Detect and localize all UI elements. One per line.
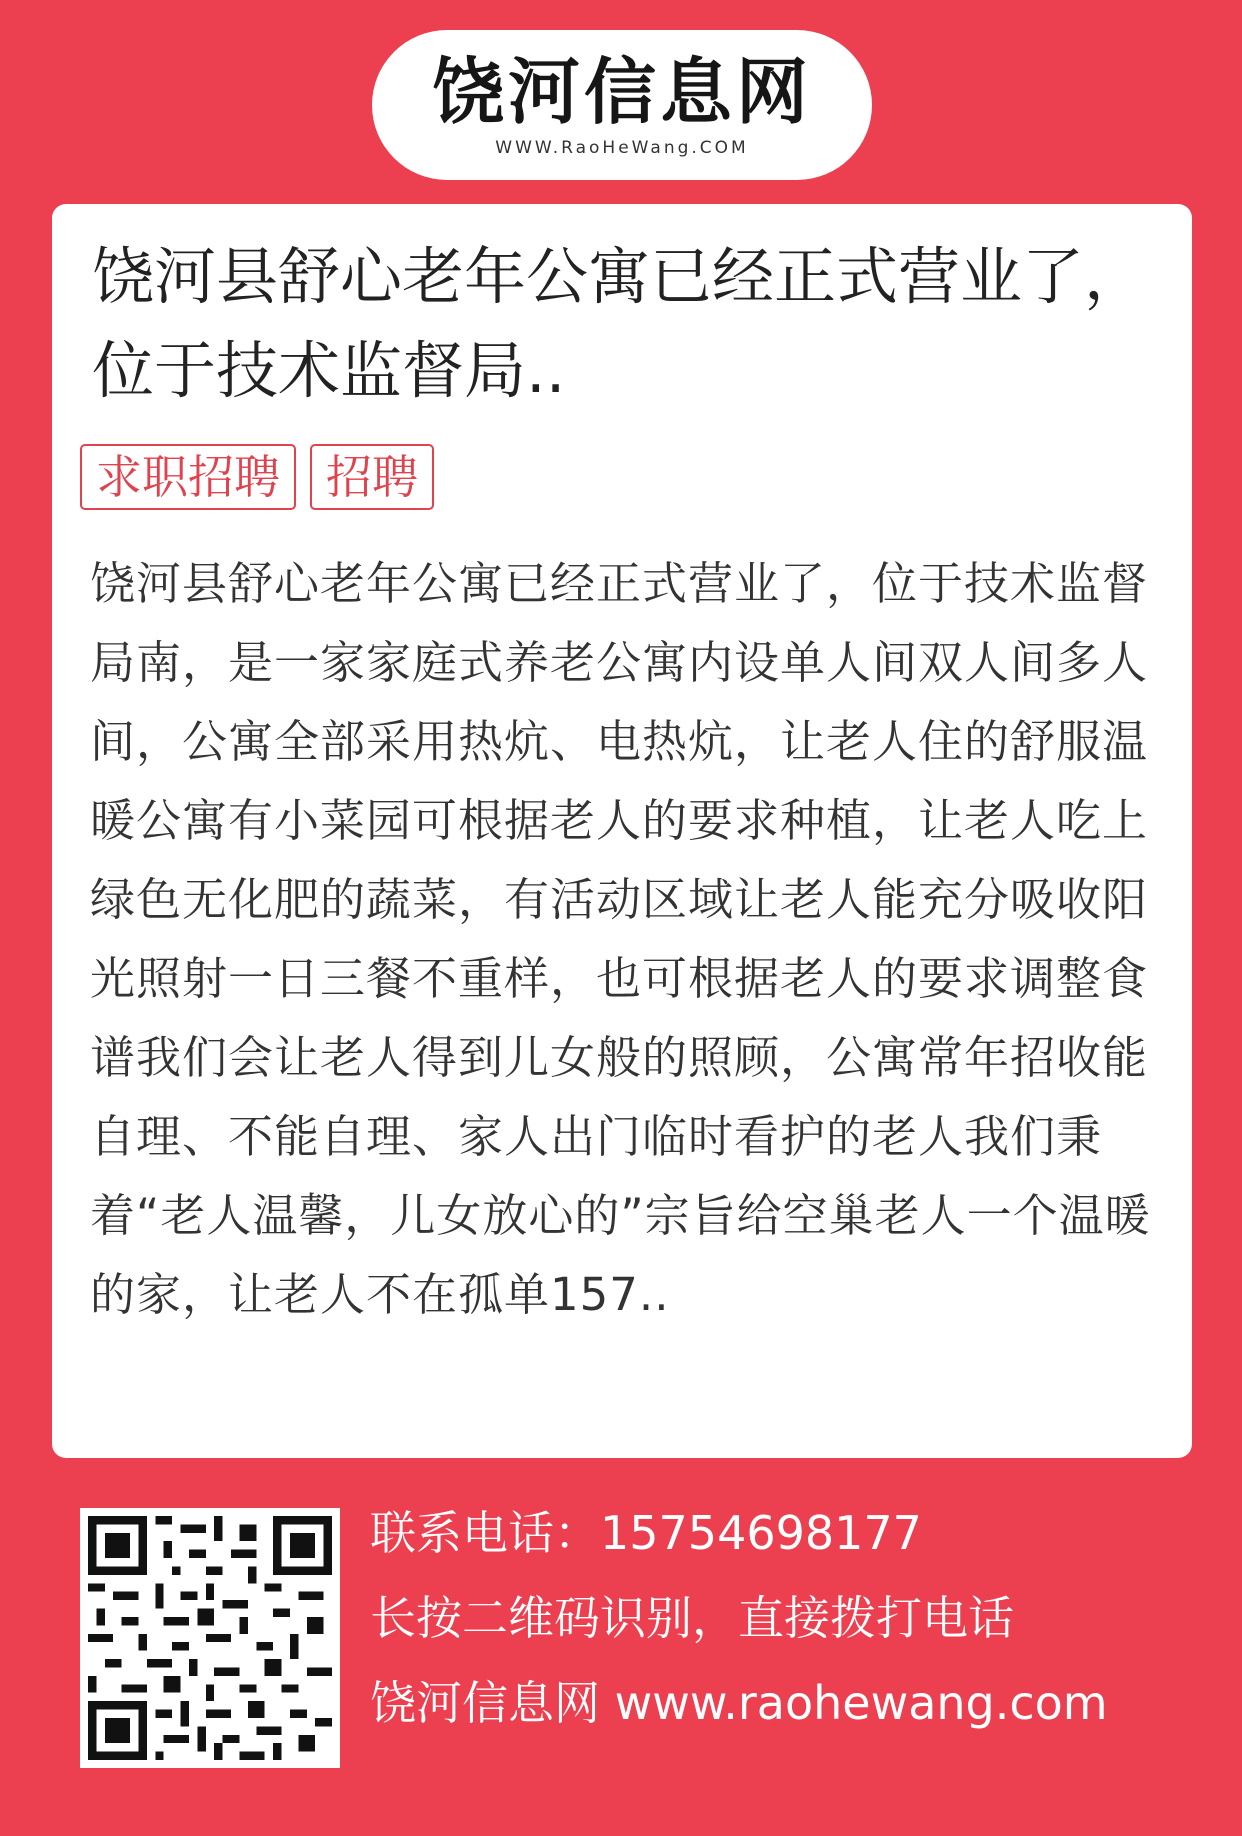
post-card	[52, 204, 1192, 1458]
tag-list	[80, 444, 434, 510]
site-logo	[372, 30, 872, 180]
qr-code-graphic	[88, 1516, 332, 1760]
site-link[interactable]: 饶河信息网 www.raohewang.com	[370, 1676, 1108, 1730]
contact-info	[370, 1508, 1230, 1763]
qr-hint: 长按二维码识别，直接拨打电话	[370, 1591, 1014, 1645]
logo-title: 饶河信息网	[431, 50, 812, 134]
logo-url: WWW.RaoHeWang.COM	[495, 138, 749, 158]
tag-job-recruitment[interactable]: 求职招聘	[80, 444, 296, 510]
contact-phone[interactable]: 联系电话：15754698177	[370, 1506, 922, 1560]
post-title: 饶河县舒心老年公寓已经正式营业了，位于技术监督局..	[92, 240, 1147, 407]
tag-recruitment[interactable]: 招聘	[310, 444, 434, 510]
qr-code-icon[interactable]	[80, 1508, 340, 1768]
post-body: 饶河县舒心老年公寓已经正式营业了，位于技术监督局南，是一家家庭式养老公寓内设单人间双人间多人间，公寓全部采用热炕、电热炕，让老人住的舒服温暖公寓有小菜园可根据老人的要求种植，让老人吃上绿色无化肥的蔬菜，有活动区域让老人能充分吸收阳光照射一日三餐不重样，也可根据老人的要求调整食谱我们会让老人得到儿女般的照顾，公寓常年招收能自理、不能自理、家人出门临时看护的老人我们秉着“老人温馨，儿女放心的”宗旨给空巢老人一个温暖的家，让老人不在孤单157..	[90, 557, 1151, 1321]
